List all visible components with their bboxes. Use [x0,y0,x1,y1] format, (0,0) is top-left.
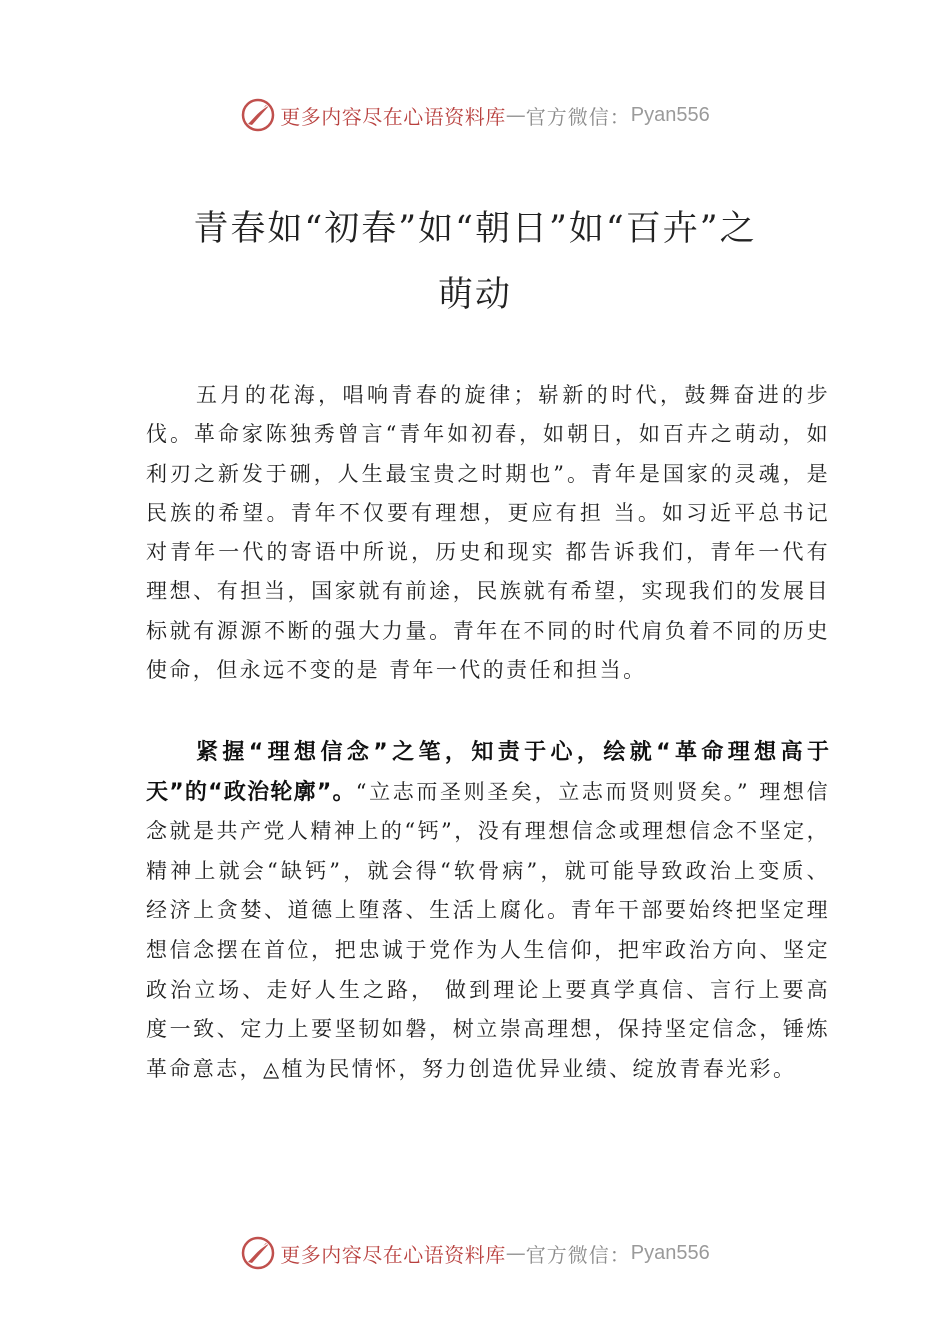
paragraph-1: 五月的花海，唱响青春的旋律；崭新的时代，鼓舞奋进的步伐。革命家陈独秀曾言“青年如初春，如朝日，如百卉之萌动，如利刃之新发于硎，人生最宝贵之时期也”。青年是国家的灵魂，是民族的希望。青年不仅要有理想，更应有担 当。如习近平总书记对青年一代的寄语中所说，历史和现实 都告诉我们，青年一代有理想、有担当，国家就有前途，民族就有希望，实现我们的发展目标就有源源不断的强大力量。青年在不同的时代肩负着不同的历史使命，但永远不变的是 青年一代的责任和担当。 [146,383,830,683]
banner-main-text: 更多内容尽在心语资料库 [280,104,506,129]
banner-dash: — [505,1241,526,1265]
banner-label: 官方微信： [525,1242,631,1267]
banner-wechat-id: Pyan556 [630,103,710,126]
paragraph-2-body: “立志而圣则圣矣，立志而贤则贤矣。” 理想信念就是共产党人精神上的“钙”，没有理想信念或理想信念不坚定，精神上就会“缺钙”，就会得“软骨病”，就可能导致政治上变质、经济上贪婪、道德上堕落、生活上腐化。青年干部要始终把坚定理想信念摆在首位，把忠诚于党作为人生信仰，把牢政治方向、坚定政治立场、走好人生之路， 做到理论上要真学真信、言行上要高度一致、定力上要坚韧如磐，树立崇高理想，保持坚定信念，锤炼革命意志，◬植为民情怀，努力创造优异业绩、绽放青春光彩。 [146,779,830,1081]
banner-main-text: 更多内容尽在心语资料库 [280,1242,506,1267]
banner-wechat-id: Pyan556 [630,1241,710,1264]
title-line-2: 萌动 [437,275,512,315]
header-banner [0,95,950,135]
title-line-1: 青春如“初春”如“朝日”如“百卉”之 [193,209,757,249]
banner-dash: — [505,103,526,127]
paragraph-2-bold-lead: 紧握“理想信念”之笔，知责于心，绘就“革命理想高于天”的“政治轮廓”。 [146,740,830,805]
paragraph-2 [146,733,830,1089]
document-title [100,196,850,328]
quill-logo-icon [240,97,276,133]
banner-label: 官方微信： [525,104,631,129]
footer-banner [0,1233,950,1273]
quill-logo-icon [240,1235,276,1271]
